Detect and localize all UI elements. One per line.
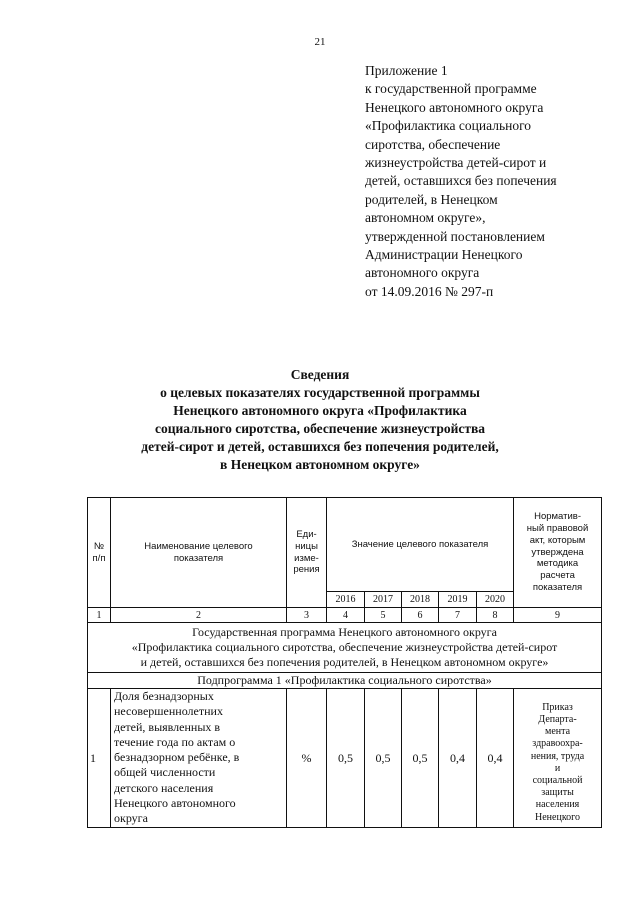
header-text: Наименование целевого xyxy=(144,540,253,552)
doc-line: социальной xyxy=(532,775,583,787)
year-header: 2018 xyxy=(402,592,439,608)
appendix-line: «Профилактика социального xyxy=(365,118,532,134)
appendix-line: Приложение 1 xyxy=(365,63,448,78)
indicator-line: Доля безнадзорных xyxy=(114,689,214,703)
indicator-line: безнадзорном ребёнке, в xyxy=(114,750,240,765)
indicator-line: Ненецкого автономного xyxy=(114,796,236,811)
indicator-line: детей, выявленных в xyxy=(114,719,221,734)
indicator-line: несовершеннолетних xyxy=(114,704,223,719)
title-line: Ненецкого автономного округа «Профилактика xyxy=(173,403,467,418)
title-line: о целевых показателях государственной программы xyxy=(160,385,480,400)
row-value: 0,4 xyxy=(439,689,477,828)
row-value: 0,5 xyxy=(327,689,365,828)
page-number: 21 xyxy=(314,36,326,48)
header-text: п/п xyxy=(92,552,106,564)
column-number: 9 xyxy=(514,608,602,623)
indicator-line: течение года по актам о xyxy=(114,734,236,749)
header-text: расчета xyxy=(540,570,575,582)
doc-line: защиты xyxy=(541,787,574,799)
indicator-name xyxy=(111,689,287,828)
appendix-line: автономного округа xyxy=(365,265,480,281)
header-num xyxy=(88,498,111,608)
title-line: в Ненецком автономном округе» xyxy=(220,457,420,472)
header-unit xyxy=(287,498,327,608)
program-line: Государственная программа Ненецкого автономного округа xyxy=(192,625,497,639)
header-text: Еди- xyxy=(296,528,317,540)
header-doc xyxy=(514,498,602,608)
document-title xyxy=(0,366,640,474)
program-line: и детей, оставшихся без попечения родителей, в Ненецком автономном округе» xyxy=(140,655,549,669)
program-line: «Профилактика социального сиротства, обеспечение жизнеустройства детей-сирот xyxy=(131,640,558,654)
header-text: показателя xyxy=(173,552,224,564)
year-header: 2017 xyxy=(365,592,402,608)
row-doc xyxy=(514,689,602,828)
column-number: 7 xyxy=(439,608,477,623)
appendix-line: родителей, в Ненецком xyxy=(365,191,498,207)
subprogram-row: Подпрограмма 1 «Профилактика социального сиротства» xyxy=(88,673,602,689)
appendix-line: сиротства, обеспечение xyxy=(365,136,501,152)
indicator-line: общей численности xyxy=(114,765,216,780)
row-num: 1 xyxy=(88,689,111,828)
doc-line: Департа- xyxy=(538,714,577,726)
header-text: Норматив- xyxy=(534,511,581,523)
column-number: 4 xyxy=(327,608,365,623)
year-header: 2019 xyxy=(439,592,477,608)
appendix-line: Администрации Ненецкого xyxy=(365,247,523,263)
column-number: 5 xyxy=(365,608,402,623)
year-header: 2016 xyxy=(327,592,365,608)
appendix-line: к государственной программе xyxy=(365,81,537,97)
year-header: 2020 xyxy=(477,592,514,608)
header-text: показателя xyxy=(532,581,583,593)
header-text: методика xyxy=(536,558,579,570)
row-value: 0,4 xyxy=(477,689,514,828)
appendix-line: жизнеустройства детей-сирот и xyxy=(365,155,547,171)
header-text: № xyxy=(93,540,105,552)
doc-line: и xyxy=(554,762,561,774)
header-name xyxy=(111,498,287,608)
header-text: ницы xyxy=(295,540,318,552)
title-line: социального сиротства, обеспечение жизнеустройства xyxy=(154,421,486,436)
column-number: 3 xyxy=(287,608,327,623)
appendix-line: автономном округе», xyxy=(365,210,486,226)
indicator-line: детского населения xyxy=(114,780,214,795)
column-number: 8 xyxy=(477,608,514,623)
header-text: ный правовой xyxy=(526,523,589,534)
indicator-line: округа xyxy=(114,811,148,826)
appendix-block xyxy=(365,62,610,301)
doc-line: здравоохра- xyxy=(532,738,583,750)
row-value: 0,5 xyxy=(365,689,402,828)
indicators-table xyxy=(87,497,602,828)
doc-line: нения, труда xyxy=(530,750,585,762)
column-number: 6 xyxy=(402,608,439,623)
header-text: изме- xyxy=(294,552,319,564)
header-text: рения xyxy=(293,564,320,576)
title-line: детей-сирот и детей, оставшихся без попечения родителей, xyxy=(141,439,499,454)
table-row xyxy=(88,689,602,828)
appendix-line: Ненецкого автономного округа xyxy=(365,99,544,115)
doc-line: мента xyxy=(545,726,571,738)
appendix-line: детей, оставшихся без попечения xyxy=(365,173,557,189)
doc-line: Приказ xyxy=(542,701,573,713)
column-number: 1 xyxy=(88,608,111,623)
header-value: Значение целевого показателя xyxy=(327,498,514,592)
program-row xyxy=(88,623,602,673)
header-text: акт, которым xyxy=(529,534,586,546)
row-value: 0,5 xyxy=(402,689,439,828)
doc-line: Ненецкого xyxy=(535,811,581,823)
column-number: 2 xyxy=(111,608,287,623)
appendix-line: от 14.09.2016 № 297-п xyxy=(365,283,494,299)
appendix-line: утвержденной постановлением xyxy=(365,228,545,244)
header-text: утверждена xyxy=(531,546,584,558)
row-unit: % xyxy=(287,689,327,828)
title-line: Сведения xyxy=(290,367,350,382)
doc-line: населения xyxy=(535,799,580,811)
